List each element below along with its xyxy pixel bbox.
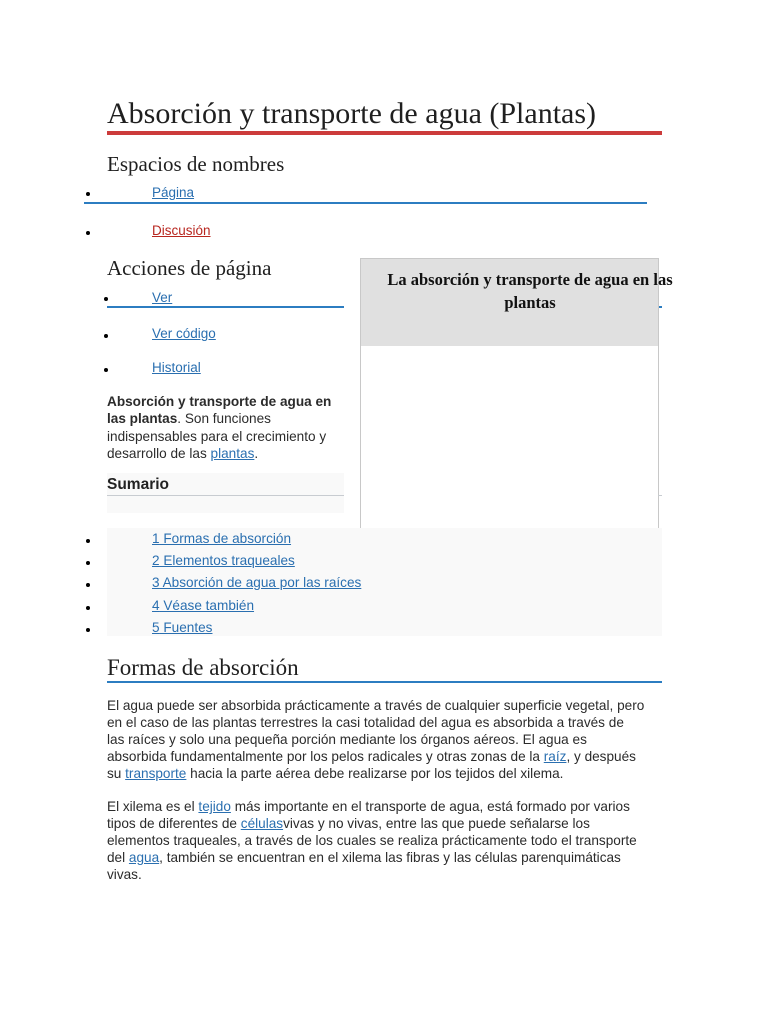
action-ver-codigo[interactable]: Ver código: [152, 326, 216, 341]
intro-end: .: [254, 445, 259, 461]
link-tejido[interactable]: tejido: [198, 799, 231, 814]
paragraph-2: [107, 798, 645, 883]
p2-text-a: El xilema es el: [107, 799, 199, 814]
intro-text: . Son funciones indispensables para el crecimiento y desarrollo de las: [107, 411, 327, 461]
toc-item-number: 2: [152, 553, 160, 568]
p2-text-d: , también se encuentran en el xilema las fibras y las células parenquimáticas vivas.: [107, 850, 621, 882]
bullet: [86, 606, 90, 610]
toc-item-1[interactable]: [152, 531, 291, 546]
toc-item-label: Absorción de agua por las raíces: [159, 575, 362, 590]
toc-item-label: Elementos traqueales: [159, 553, 295, 568]
p2-text-c: vivas y no vivas, entre las que puede señalarse los elementos traqueales, a través de los cuales se realiza prácticamente todo el transporte del: [107, 816, 637, 865]
toc-item-label: Formas de absorción: [159, 531, 292, 546]
toc-item-2[interactable]: [152, 553, 295, 568]
toc-item-number: 5: [152, 620, 160, 635]
action-ver[interactable]: Ver: [152, 290, 173, 305]
actions-rule: [107, 306, 344, 308]
link-raiz[interactable]: raíz: [543, 749, 567, 764]
bullet: [104, 368, 108, 372]
bullet: [86, 583, 90, 587]
intro-bold: Absorción y transporte de agua en las plantas: [107, 394, 332, 427]
action-historial[interactable]: Historial: [152, 360, 201, 375]
toc-item-3[interactable]: [152, 575, 361, 590]
bullet: [104, 334, 108, 338]
bullet: [86, 628, 90, 632]
page-title: Absorción y transporte de agua (Plantas): [107, 97, 597, 130]
link-agua[interactable]: agua: [128, 850, 160, 865]
bullet: [104, 297, 108, 301]
toc-heading: Sumario: [107, 476, 170, 493]
link-transporte[interactable]: transporte: [125, 766, 187, 781]
tab-discusion[interactable]: Discusión: [152, 223, 211, 238]
toc-item-5[interactable]: [152, 620, 212, 635]
section-rule: [107, 681, 662, 683]
toc-rule: [107, 495, 344, 496]
p1-text-b: , y después su: [107, 749, 636, 781]
p2-text-b: más importante en el transporte de agua, está formado por varios tipos de diferentes de: [107, 799, 630, 831]
bullet: [86, 192, 90, 196]
bullet: [86, 231, 90, 235]
paragraph-1: [107, 697, 645, 782]
link-celulas[interactable]: células: [240, 816, 284, 831]
p1-text-c: hacia la parte aérea debe realizarse por los tejidos del xilema.: [186, 766, 564, 781]
toc-item-number: 1: [152, 531, 160, 546]
tab-pagina[interactable]: Página: [152, 185, 195, 200]
toc-item-4[interactable]: [152, 598, 254, 613]
link-plantas[interactable]: plantas: [210, 445, 255, 461]
toc-item-label: Véase también: [159, 598, 255, 613]
namespaces-heading: Espacios de nombres: [107, 152, 285, 176]
infobox-title: La absorción y transporte de agua en las plantas: [387, 270, 673, 312]
toc-rule-right: [658, 495, 662, 496]
title-rule: [107, 131, 662, 135]
toc-item-number: 4: [152, 598, 160, 613]
p1-text-a: El agua puede ser absorbida prácticamente a través de cualquier superficie vegetal, pero en el caso de las plantas terrestres la casi totalidad del agua es absorbida a través de las raíces y solo una pequeña porción mediante los órganos aéreos. El agua es absorbida fundamentalmente por los pelos radicales y otras zonas de la: [107, 698, 645, 764]
page-actions-heading: Acciones de página: [107, 256, 272, 280]
bullet: [86, 539, 90, 543]
section-heading: Formas de absorción: [107, 655, 299, 680]
intro-paragraph: [107, 393, 345, 462]
bullet: [86, 561, 90, 565]
namespace-rule: [84, 202, 647, 204]
toc-item-label: Fuentes: [159, 620, 213, 635]
toc-item-number: 3: [152, 575, 160, 590]
